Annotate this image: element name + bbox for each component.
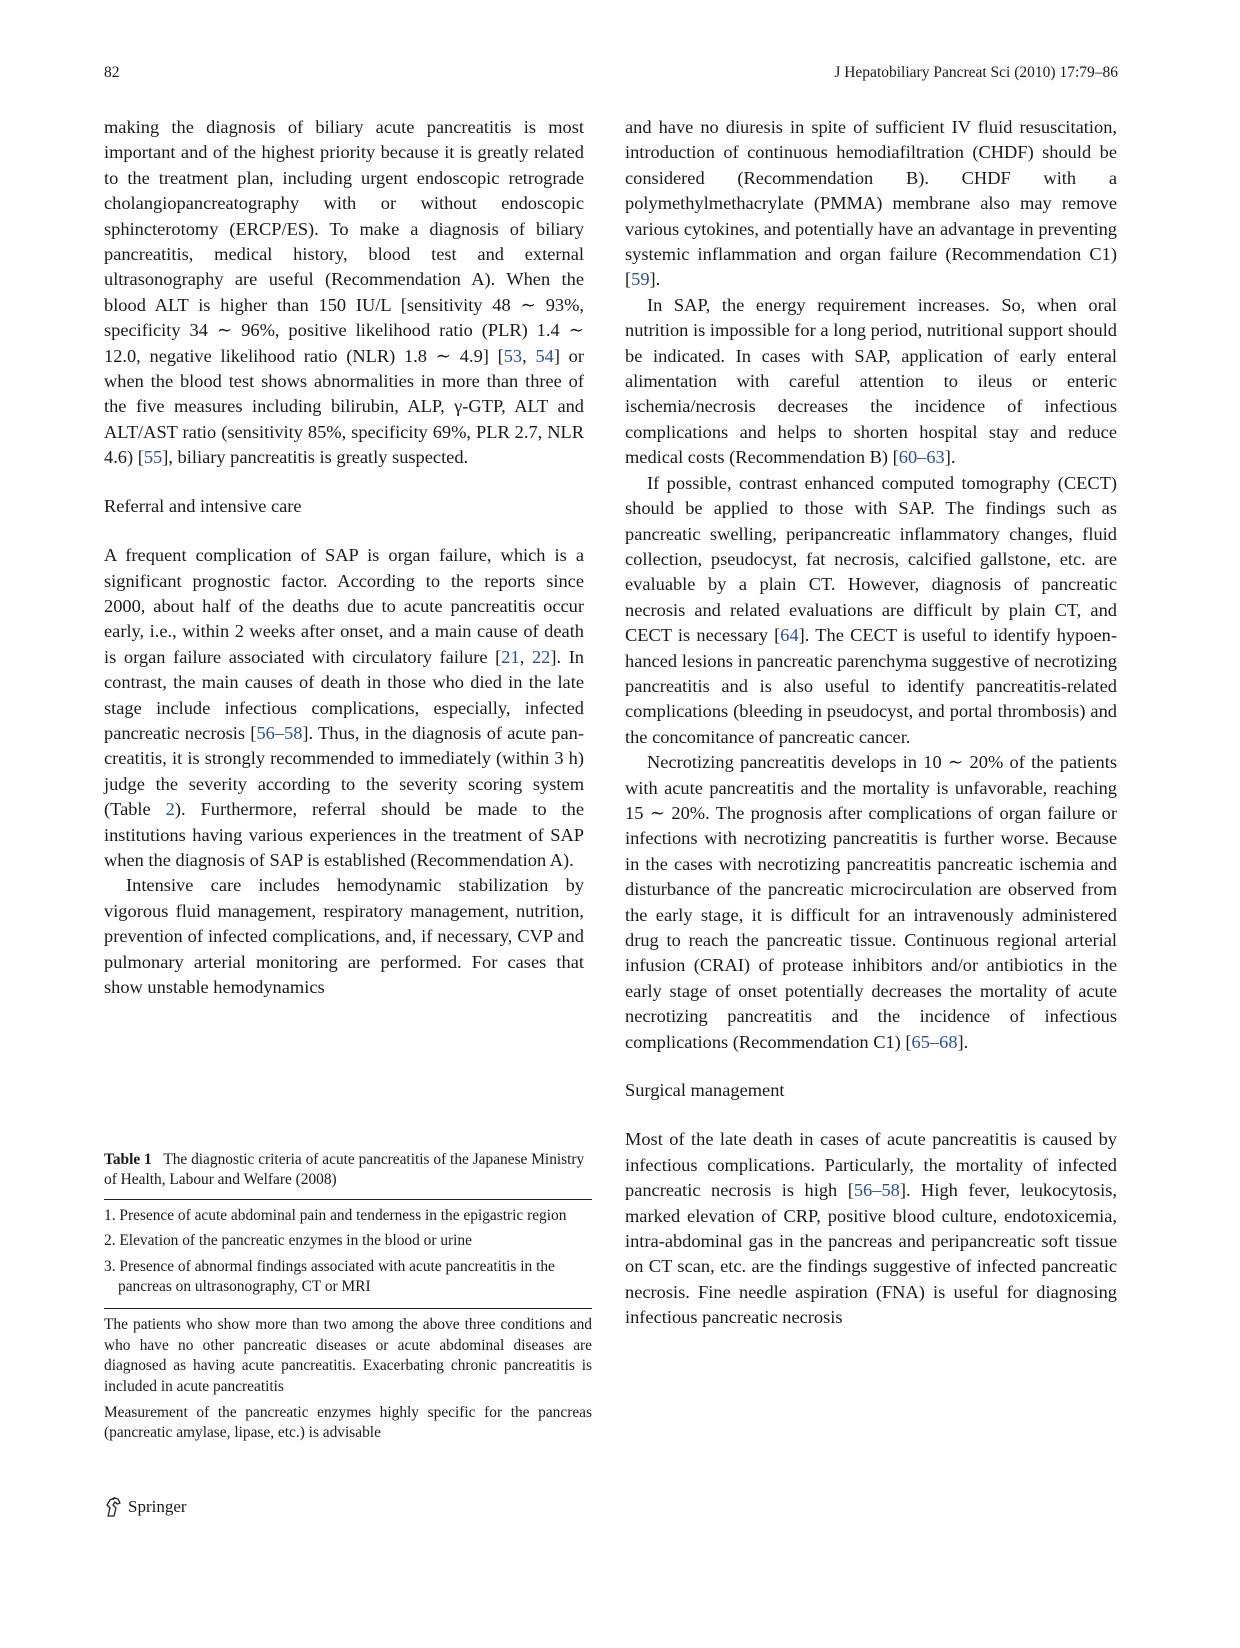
- ref-link[interactable]: 64: [780, 625, 799, 646]
- ref-link[interactable]: 60–63: [898, 447, 945, 468]
- right-column: [625, 115, 1117, 1331]
- table-1: [104, 1150, 592, 1444]
- ref-link[interactable]: 21: [501, 646, 520, 667]
- table-row: 3. Presence of abnormal findings associated with acute pancreatitis in the pancreas on ultrasonography, CT or MRI: [104, 1257, 555, 1296]
- table-footnote: Measurement of the pancreatic enzymes highly specific for the pancreas (pancreatic amylase, lipase, etc.) is advisable: [104, 1404, 592, 1442]
- ref-link[interactable]: 22: [531, 646, 551, 667]
- table-caption: Table 1 The diagnostic criteria of acute pancreatitis of the Japanese Ministry of Health, Labour and Welfare (2008): [104, 1151, 585, 1189]
- paragraph-nutrition: In SAP, the energy requirement increases. So, when oral nutrition is impossible for a long period, nutritional support should be indicated. In cases with SAP, application of early enteral alimentation with careful attention to ileus or enteric ischemia/necrosis decreases the incidence of infectious complications and helps to shorten hospital stay and reduce medical costs (Recommendation B) [60–63].: [625, 294, 1117, 468]
- paragraph-late-death: Most of the late death in cases of acute pancreatitis is caused by infectious complications. Particularly, the mortality of infected pancreatic necrosis is high [56–58]. High fever, leukocytosis, marked elevation of CRP, positive blood culture, endotoxicemia, intra-abdominal gas in the pancreas and peripancreatic soft tissue on CT scan, etc. are the findings suggestive of infected pancreatic necrosis. Fine needle aspiration (FNA) is useful for diagnosing infectious pancreatic necrosis: [625, 1129, 1117, 1328]
- publisher-footer: [104, 1496, 187, 1518]
- section-heading-referral: Referral and intensive care: [104, 495, 302, 516]
- ref-link[interactable]: 59: [631, 269, 650, 290]
- table-bottom-rule: [104, 1308, 592, 1309]
- ref-link[interactable]: 54: [535, 345, 554, 366]
- table-row: 1. Presence of acute abdominal pain and tenderness in the epigastric region: [104, 1206, 567, 1224]
- paragraph-intensive-care: Intensive care includes hemodynamic stabilization by vigorous fluid management, respiratory management, nutrition, prevention of infected complications, and, if necessary, CVP and pulmonary arterial monitoring are performed. For cases that show unstable hemodynamics: [104, 875, 584, 997]
- ref-link[interactable]: 56–58: [256, 722, 303, 743]
- ref-link[interactable]: 65–68: [911, 1031, 958, 1052]
- journal-citation: J Hepatobiliary Pancreat Sci (2010) 17:79–86: [834, 64, 1118, 81]
- table-row: 2. Elevation of the pancreatic enzymes in the blood or urine: [104, 1232, 472, 1250]
- ref-link[interactable]: 55: [143, 447, 163, 468]
- ref-link[interactable]: 53: [503, 345, 523, 366]
- publisher-name: Springer: [128, 1497, 187, 1516]
- running-header: [104, 64, 1118, 88]
- paragraph-biliary-diagnosis: making the diagnosis of biliary acute pancreatitis is most important and of the highest priority because it is greatly related to the treatment plan, including urgent endoscopic retrograde cholangiopancreatography with or without endoscopic sphincterotomy (ERCP/ES). To make a diagnosis of biliary pancreatitis, medical history, blood test and external ultrasonography are useful (Recommendation A). When the blood ALT is higher than 150 IU/L [sensitivity 48 ∼ 93%, specificity 34 ∼ 96%, positive likelihood ratio (PLR) 1.4 ∼ 12.0, negative likelihood ratio (NLR) 1.8 ∼ 4.9] [53, 54] or when the blood test shows abnormalities in more than three of the five measures including bilirubin, ALP, γ-GTP, ALT and ALT/AST ratio (sensitivity 85%, specificity 69%, PLR 2.7, NLR 4.6) [55], biliary pancreatitis is greatly suspected.: [104, 117, 585, 468]
- left-column: [104, 115, 584, 1000]
- table-rows: [104, 1200, 592, 1309]
- table-link[interactable]: 2: [165, 799, 175, 820]
- springer-horse-icon: [104, 1496, 124, 1518]
- ref-link[interactable]: 56–58: [853, 1180, 900, 1201]
- paragraph-cect: If possible, contrast enhanced computed tomography (CECT) should be applied to those with SAP. The findings such as pancreatic swelling, peripancreatic inflammatory changes, fluid collection, pseudocyst, fat necrosis, calcified gallstone, etc. are evaluable by a plain CT. However, diagnosis of pancreatic necrosis and related evaluations are difficult by plain CT, and CECT is necessary [64]. The CECT is useful to identify hypoenhanced lesions in pancreatic parenchyma suggestive of necrotizing pancreatitis and is also useful to identify pancreatitis-related complications (bleeding in pseudocyst, and portal thrombosis) and the concomitance of pancreatic cancer.: [625, 472, 1117, 747]
- paragraph-chdf: and have no diuresis in spite of sufficient IV fluid resuscitation, introduction of continuous hemodiafiltration (CHDF) should be considered (Recommendation B). CHDF with a polymethylmethacrylate (PMMA) membrane also may remove various cytokines, and potentially have an advantage in preventing systemic inflammation and organ failure (Recommendation C1) [59].: [625, 117, 1117, 290]
- table-footnote: The patients who show more than two among the above three conditions and who have no other pancreatic diseases or acute abdominal diseases are diagnosed as having acute pancreatitis. Exacerbating chronic pancreatitis is included in acute pancreatitis: [104, 1316, 592, 1395]
- section-heading-surgical: Surgical management: [625, 1080, 785, 1101]
- paragraph-organ-failure: A frequent complication of SAP is organ failure, which is a significant prognostic factor. According to the reports since 2000, about half of the deaths due to acute pancreatitis occur early, i.e., within 2 weeks after onset, and a main cause of death is organ failure associated with circulatory failure [21, 22]. In contrast, the main causes of death in those who died in the late stage include infectious complications, especially, infected pancreatic necrosis [56–58]. Thus, in the diagnosis of acute pancreatitis, it is strongly recommended to immediately (within 3 h) judge the severity according to the severity scoring system (Table 2). Furthermore, referral should be made to the institutions having various experiences in the treatment of SAP when the diagnosis of SAP is established (Recommendation A).: [104, 545, 585, 870]
- page-number: 82: [104, 64, 120, 81]
- table-label: Table 1: [104, 1151, 152, 1168]
- paragraph-necrotizing: Necrotizing pancreatitis develops in 10 ∼ 20% of the patients with acute pancreatitis and the mortality is unfavorable, reaching 15 ∼ 20%. The prognosis after complications of organ failure or infections with necrotizing pancreatitis is further worse. Because in the cases with necrotizing pancreatitis pancreatic ischemia and disturbance of the pancreatic microcirculation are observed from the early stage, it is difficult for an intravenously administered drug to reach the pancreatic tissue. Continuous regional arterial infusion (CRAI) of protease inhibitors and/or antibiotics in the early stage of onset potentially decreases the mortality of acute necrotizing pancreatitis and the incidence of infectious complications (Recommendation C1) [65–68].: [625, 752, 1117, 1052]
